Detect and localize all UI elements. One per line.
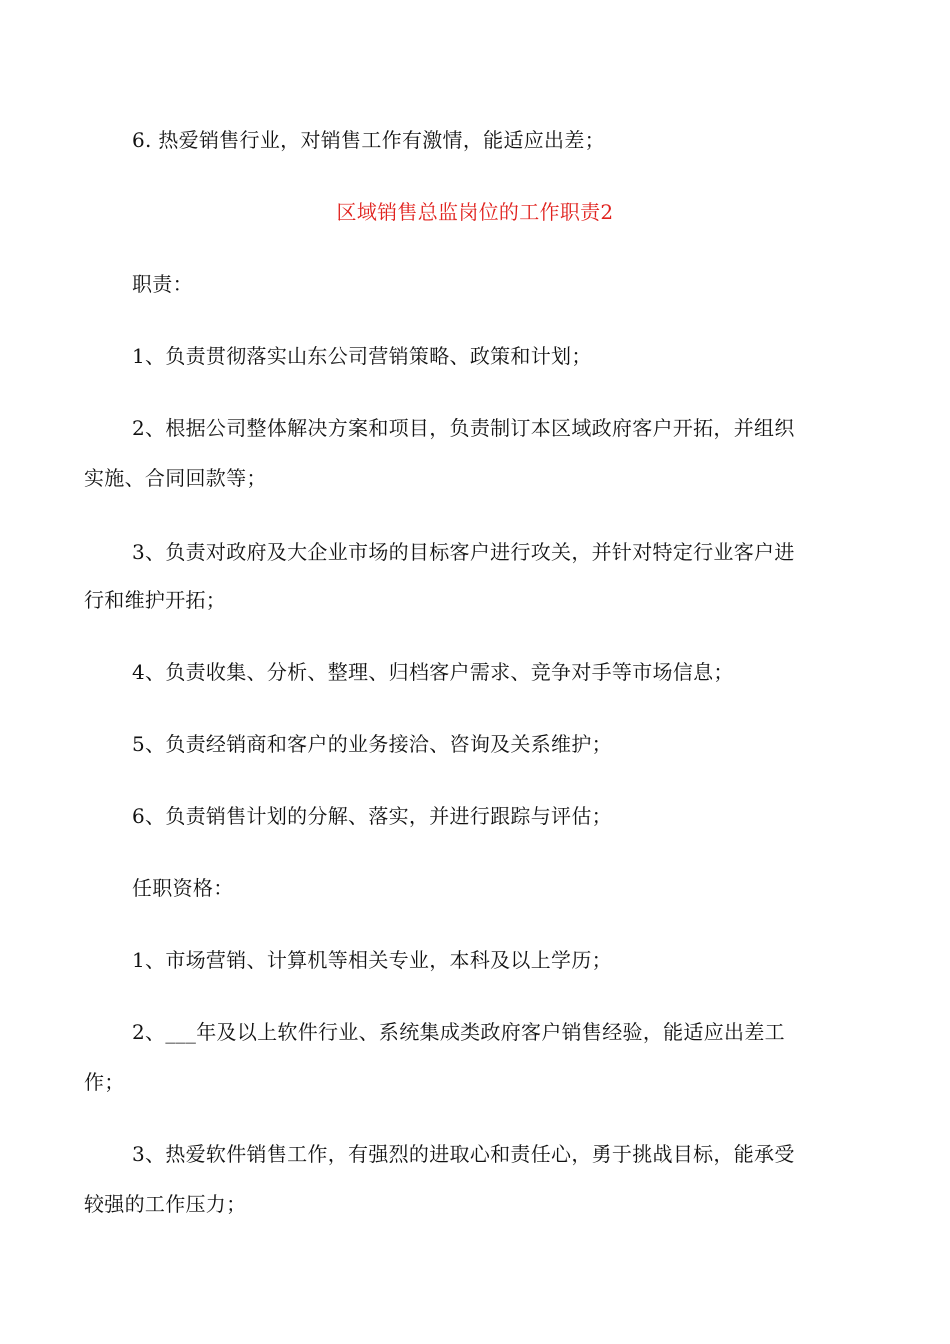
duty-item-4: 4、负责收集、分析、整理、归档客户需求、竞争对手等市场信息；: [132, 660, 734, 684]
duty-item-3-line-1: 3、负责对政府及大企业市场的目标客户进行攻关，并针对特定行业客户进: [132, 540, 795, 564]
duties-label: 职责：: [132, 272, 193, 296]
qualification-item-3-line-1: 3、热爱软件销售工作，有强烈的进取心和责任心，勇于挑战目标，能承受: [132, 1142, 795, 1166]
duty-item-2-line-2: 实施、合同回款等；: [84, 466, 267, 490]
qualification-item-3-line-2: 较强的工作压力；: [84, 1192, 247, 1216]
duty-item-5: 5、负责经销商和客户的业务接洽、咨询及关系维护；: [132, 732, 612, 756]
duty-item-6: 6、负责销售计划的分解、落实，并进行跟踪与评估；: [132, 804, 612, 828]
paragraph-prev-item-6: 6. 热爱销售行业，对销售工作有激情，能适应出差；: [132, 128, 605, 152]
qualification-item-2-line-1: 2、___年及以上软件行业、系统集成类政府客户销售经验，能适应出差工: [132, 1020, 785, 1044]
duty-item-1: 1、负责贯彻落实山东公司营销策略、政策和计划；: [132, 344, 592, 368]
duty-item-2-line-1: 2、根据公司整体解决方案和项目，负责制订本区域政府客户开拓，并组织: [132, 416, 795, 440]
qualification-item-1: 1、市场营销、计算机等相关专业，本科及以上学历；: [132, 948, 612, 972]
qualification-item-2-line-2: 作；: [84, 1070, 125, 1094]
duty-item-3-line-2: 行和维护开拓；: [84, 588, 227, 612]
section-heading: 区域销售总监岗位的工作职责2: [336, 200, 614, 224]
qualifications-label: 任职资格：: [132, 876, 234, 900]
